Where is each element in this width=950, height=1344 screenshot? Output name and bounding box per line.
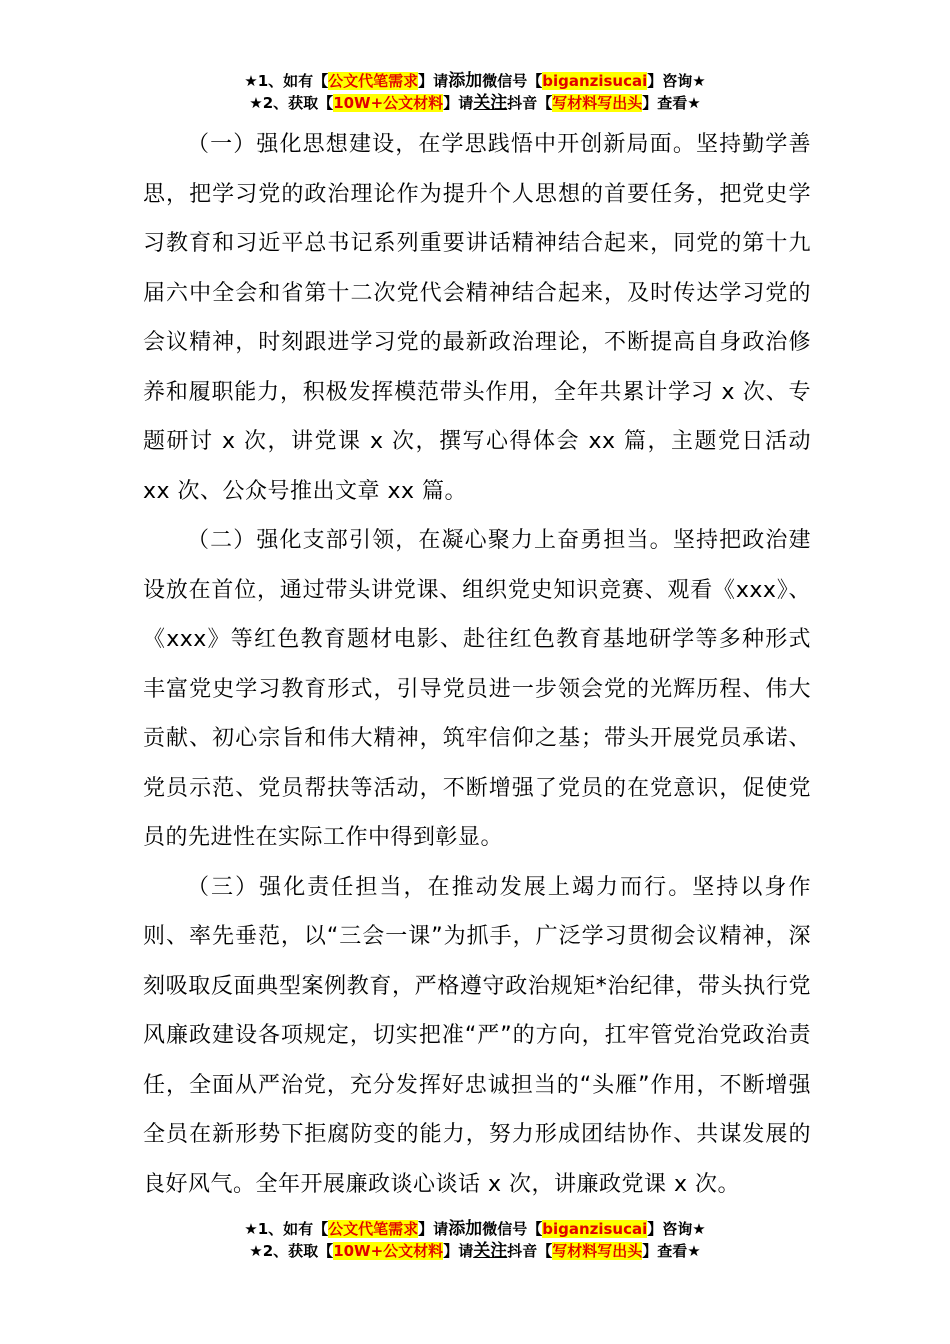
star-icon: ★ — [249, 94, 263, 112]
highlight-writing-service: 公文代笔需求 — [328, 1220, 419, 1238]
star-icon: ★ — [244, 1220, 258, 1238]
highlight-douyin-account: 写材料写出头 — [552, 94, 643, 112]
highlight-wechat-id: biganzisucai — [542, 1220, 648, 1238]
paragraph-2: （二）强化支部引领，在凝心聚力上奋勇担当。坚持把政治建设放在首位，通过带头讲党课、组织党史知识竞赛、观看《xxx》、《xxx》等红色教育题材电影、赴往红色教育基地研学等多种形式丰富党史学习教育形式，引导党员进一步领会党的光辉历程、伟大贡献、初心宗旨和伟大精神，筑牢信仰之基；带头开展党员承诺、党员示范、党员帮扶等活动，不断增强了党员的在党意识，促使党员的先进性在实际工作中得到彰显。 — [143, 528, 811, 850]
highlight-writing-service: 公文代笔需求 — [328, 72, 419, 90]
promo-line-1: ★1、如有【公文代笔需求】请添加微信号【biganzisucai】咨询★ — [244, 71, 706, 91]
highlight-materials: 10W+公文材料 — [333, 94, 444, 112]
star-icon: ★ — [244, 72, 258, 90]
highlight-materials: 10W+公文材料 — [333, 1242, 444, 1260]
header-promo-banner — [0, 70, 950, 114]
footer-promo-banner — [0, 1218, 950, 1262]
promo-line-1: ★1、如有【公文代笔需求】请添加微信号【biganzisucai】咨询★ — [244, 1219, 706, 1239]
star-icon: ★ — [249, 1242, 263, 1260]
paragraph-1: （一）强化思想建设，在学思践悟中开创新局面。坚持勤学善思，把学习党的政治理论作为提升个人思想的首要任务，把党史学习教育和习近平总书记系列重要讲话精神结合起来，同党的第十九届六中全会和省第十二次党代会精神结合起来，及时传达学习党的会议精神，时刻跟进学习党的最新政治理论，不断提高自身政治修养和履职能力，积极发挥模范带头作用，全年共累计学习 x 次、专题研讨 x 次，讲党课 x 次，撰写心得体会 xx 篇，主题党日活动 xx 次、公众号推出文章 xx 篇。 — [143, 132, 811, 504]
promo-line-2: ★2、获取【10W+公文材料】请关注抖音【写材料写出头】查看★ — [249, 1241, 701, 1261]
paragraph-3: （三）强化责任担当，在推动发展上竭力而行。坚持以身作则、率先垂范，以“三会一课”为抓手，广泛学习贯彻会议精神，深刻吸取反面典型案例教育，严格遵守政治规矩*治纪律，带头执行党风廉政建设各项规定，切实把准“严”的方向，扛牢管党治党政治责任，全面从严治党，充分发挥好忠诚担当的“头雁”作用，不断增强全员在新形势下拒腐防变的能力，努力形成团结协作、共谋发展的良好风气。全年开展廉政谈心谈话 x 次，讲廉政党课 x 次。 — [143, 874, 811, 1197]
highlight-wechat-id: biganzisucai — [542, 72, 648, 90]
document-body — [143, 120, 811, 1209]
highlight-douyin-account: 写材料写出头 — [552, 1242, 643, 1260]
promo-line-2: ★2、获取【10W+公文材料】请关注抖音【写材料写出头】查看★ — [249, 93, 701, 113]
